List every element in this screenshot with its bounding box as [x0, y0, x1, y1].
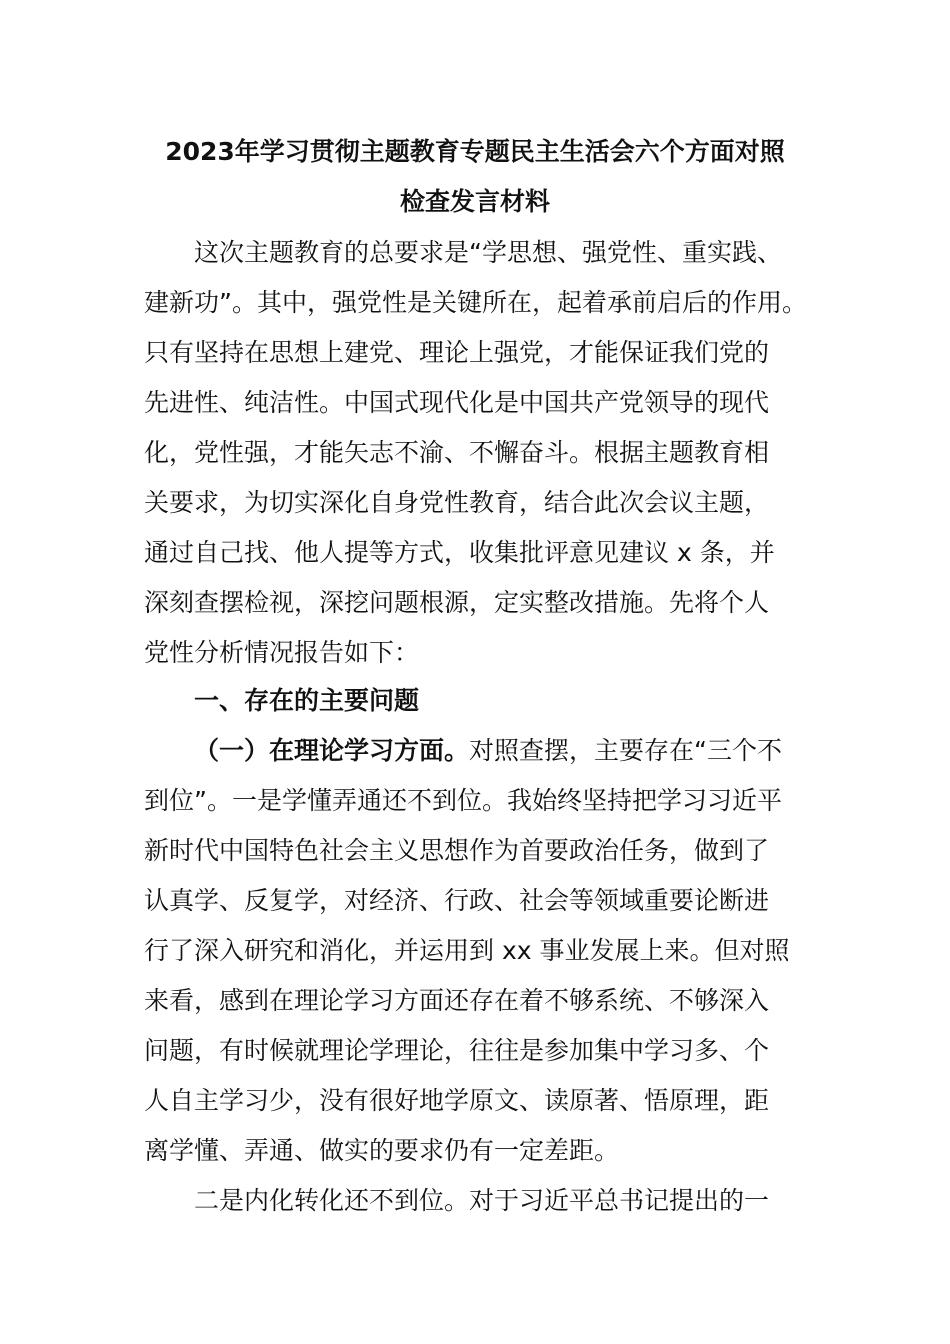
subsection-line: 认真学、反复学，对经济、行政、社会等领域重要论断进: [144, 886, 770, 915]
intro-line: 这次主题教育的总要求是“学思想、强党性、重实践、: [194, 238, 782, 267]
subsection-line: 行了深入研究和消化，并运用到 xx 事业发展上来。但对照: [144, 936, 790, 965]
next-paragraph: [144, 1176, 824, 1226]
section-heading: 一、存在的主要问题: [194, 686, 420, 715]
subsection-first-line: [144, 726, 824, 776]
intro-line: 建新功”。其中，强党性是关键所在，起着承前启后的作用。: [144, 288, 807, 317]
intro-line: 通过自己找、他人提等方式，收集批评意见建议 x 条，并: [144, 538, 775, 567]
subsection-paragraph: [144, 726, 824, 1176]
subsection-line: 离学懂、弄通、做实的要求仍有一定差距。: [144, 1136, 620, 1165]
subsection-heading: （一）在理论学习方面。: [194, 736, 470, 765]
intro-line: 关要求，为切实深化自身党性教育，结合此次会议主题，: [144, 488, 770, 517]
subsection-line: 新时代中国特色社会主义思想作为首要政治任务，做到了: [144, 836, 770, 865]
subsection-line: 对照查摆，主要存在“三个不: [469, 736, 782, 765]
intro-line: 先进性、纯洁性。中国式现代化是中国共产党领导的现代: [144, 388, 770, 417]
intro-line: 深刻查摆检视，深挖问题根源，定实整改措施。先将个人: [144, 588, 770, 617]
intro-line: 只有坚持在思想上建党、理论上强党，才能保证我们党的: [144, 338, 770, 367]
intro-paragraph: [144, 228, 824, 678]
subsection-line: 来看，感到在理论学习方面还存在着不够系统、不够深入: [144, 986, 770, 1015]
next-paragraph-line: 二是内化转化还不到位。对于习近平总书记提出的一: [194, 1186, 770, 1215]
intro-line: 化，党性强，才能矢志不渝、不懈奋斗。根据主题教育相: [144, 438, 770, 467]
subsection-line: 问题，有时候就理论学理论，往往是参加集中学习多、个: [144, 1036, 770, 1065]
intro-line: 党性分析情况报告如下：: [144, 638, 420, 667]
document-title-line-1: 2023年学习贯彻主题教育专题民主生活会六个方面对照: [165, 137, 785, 166]
subsection-line: 到位”。一是学懂弄通还不到位。我始终坚持把学习习近平: [144, 786, 782, 815]
subsection-line: 人自主学习少，没有很好地学原文、读原著、悟原理，距: [144, 1086, 770, 1115]
document-title-line-2: 检查发言材料: [399, 187, 550, 216]
